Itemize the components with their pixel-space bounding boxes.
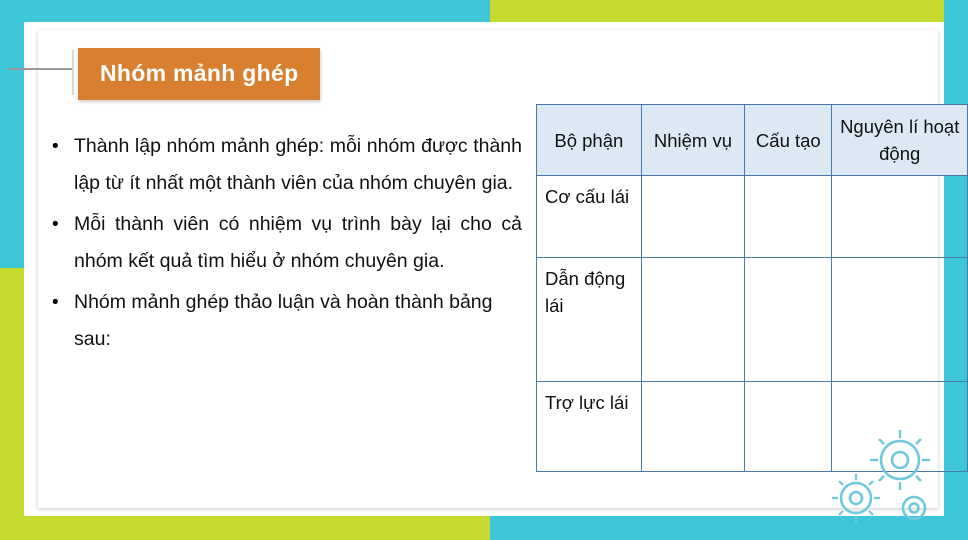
column-header-nguyen-li: Nguyên lí hoạt động xyxy=(832,105,968,176)
bullet-text: Nhóm mảnh ghép thảo luận và hoàn thành bảng sau: xyxy=(74,291,493,350)
table-row xyxy=(537,176,968,258)
cell-nhiem-vu[interactable] xyxy=(641,258,745,382)
list-item xyxy=(52,128,522,202)
bullet-text: Thành lập nhóm mảnh ghép: mỗi nhóm được thành lập từ ít nhất một thành viên của nhóm chuyên gia. xyxy=(74,135,522,194)
title-rule-vertical xyxy=(72,50,74,95)
column-header-nhiem-vu: Nhiệm vụ xyxy=(641,105,745,176)
bullet-list xyxy=(52,128,522,362)
column-header-cau-tao: Cấu tạo xyxy=(745,105,832,176)
row-label-co-cau-lai: Cơ cấu lái xyxy=(537,176,642,258)
decor-band-teal-bottom-right xyxy=(490,516,944,540)
cell-nguyen-li[interactable] xyxy=(832,176,968,258)
cell-nguyen-li[interactable] xyxy=(832,258,968,382)
decor-band-teal-left xyxy=(0,0,24,268)
bullet-text: Mỗi thành viên có nhiệm vụ trình bày lại cho cả nhóm kết quả tìm hiểu ở nhóm chuyên gia. xyxy=(74,213,522,272)
column-header-bo-phan: Bộ phận xyxy=(537,105,642,176)
page-title: Nhóm mảnh ghép xyxy=(78,48,320,100)
bullet-marker: • xyxy=(52,136,59,157)
list-item xyxy=(52,284,522,358)
row-label-tro-luc-lai: Trợ lực lái xyxy=(537,382,642,472)
bullet-marker: • xyxy=(52,214,59,235)
row-label-dan-dong-lai: Dẫn động lái xyxy=(537,258,642,382)
title-rule xyxy=(8,68,74,70)
list-item xyxy=(52,206,522,280)
decor-band-lime-bottom xyxy=(0,516,490,540)
table-row xyxy=(537,382,968,472)
cell-cau-tao[interactable] xyxy=(745,382,832,472)
cell-nguyen-li[interactable] xyxy=(832,382,968,472)
bullet-marker: • xyxy=(52,292,59,313)
cell-nhiem-vu[interactable] xyxy=(641,176,745,258)
decor-band-lime-left xyxy=(0,268,24,540)
decor-band-lime-top-right xyxy=(490,0,968,22)
worksheet-table-wrapper xyxy=(536,104,968,472)
table-header-row xyxy=(537,105,968,176)
table-row xyxy=(537,258,968,382)
cell-cau-tao[interactable] xyxy=(745,258,832,382)
cell-nhiem-vu[interactable] xyxy=(641,382,745,472)
cell-cau-tao[interactable] xyxy=(745,176,832,258)
decor-band-teal-top xyxy=(0,0,490,22)
worksheet-table xyxy=(536,104,968,472)
